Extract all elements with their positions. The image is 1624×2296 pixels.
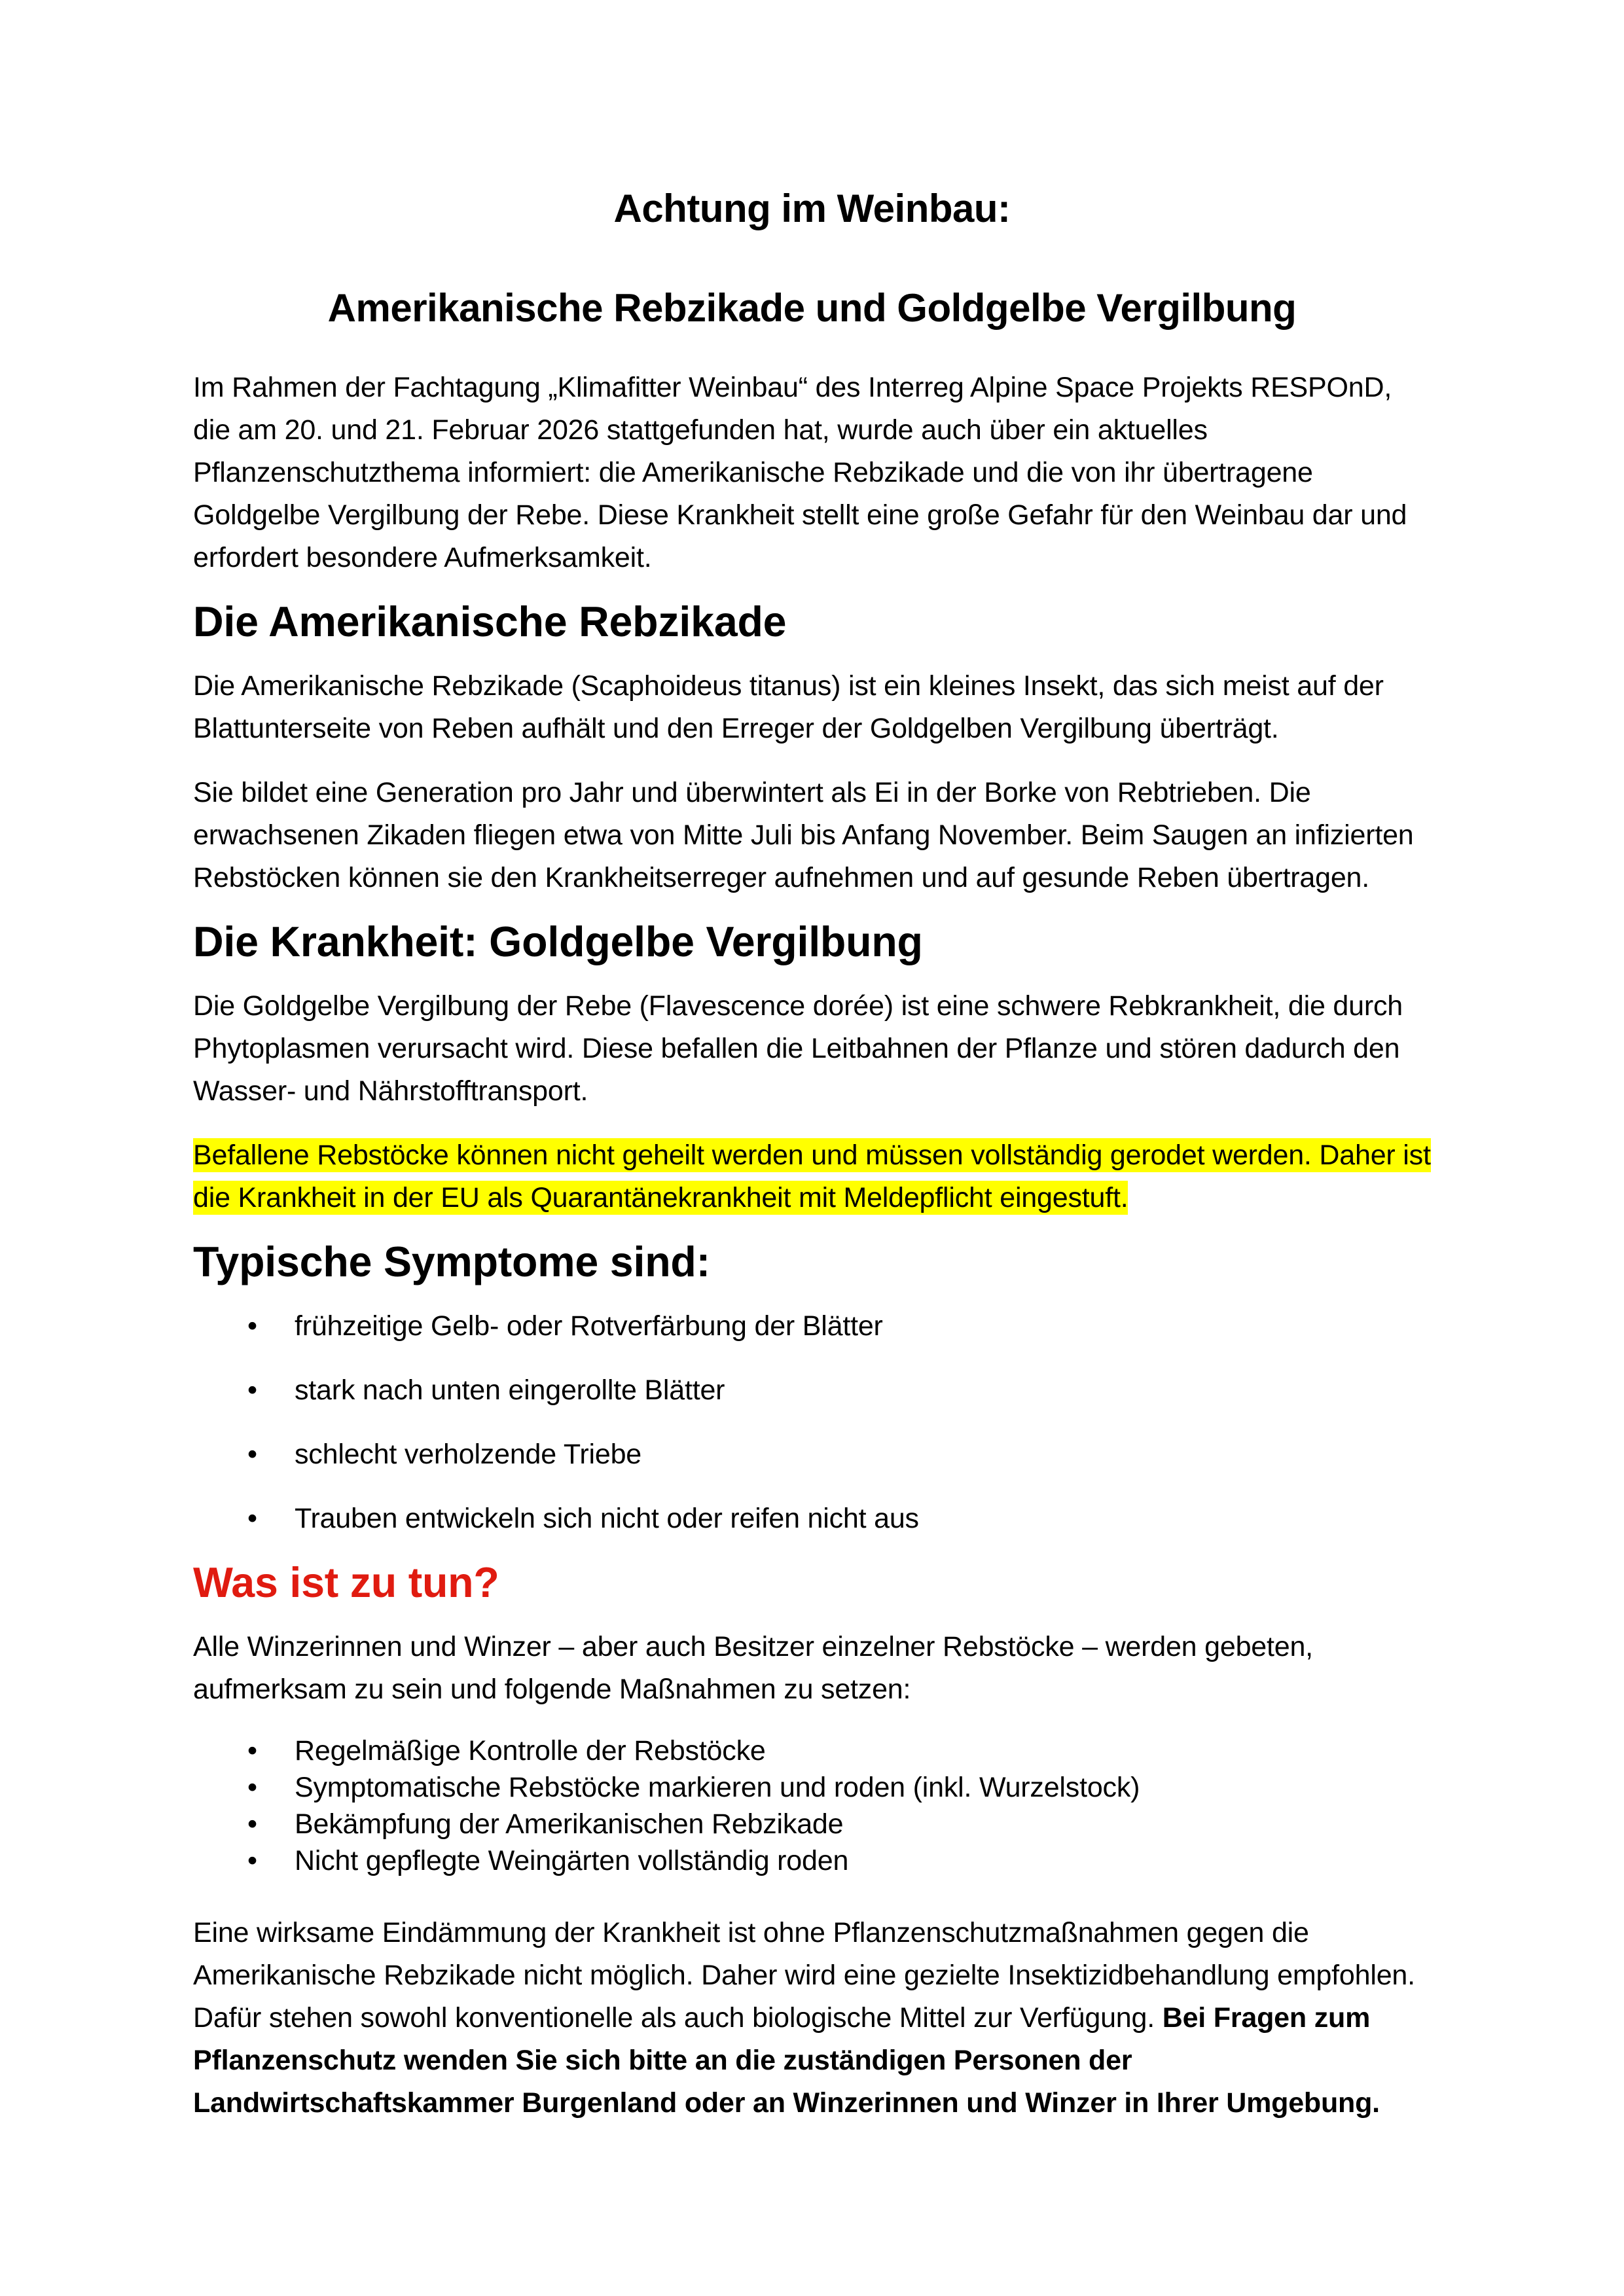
action-list-item xyxy=(193,1769,1431,1806)
bullet-marker: • xyxy=(247,1808,257,1840)
action-item-text: Bekämpfung der Amerikanischen Rebzikade xyxy=(295,1808,844,1840)
symptoms-list xyxy=(193,1305,1431,1540)
action-item-text: Symptomatische Rebstöcke markieren und roden (inkl. Wurzelstock) xyxy=(295,1772,1140,1803)
rebzikade-paragraph-2: Sie bildet eine Generation pro Jahr und überwintert als Ei in der Borke von Rebtrieben. Die erwachsenen Zikaden fliegen etwa von Mitte Juli bis Anfang November. Beim Saugen an infizierten Rebstöcken können sie den Krankheitserreger aufnehmen und auf gesunde Reben übertragen. xyxy=(193,777,1414,893)
action-item-text: Nicht gepflegte Weingärten vollständig roden xyxy=(295,1845,849,1876)
bullet-marker: • xyxy=(247,1735,257,1767)
section-heading-symptoms: Typische Symptome sind: xyxy=(193,1238,710,1285)
symptom-item-text: frühzeitige Gelb- oder Rotverfärbung der Blätter xyxy=(295,1310,883,1342)
actions-list xyxy=(193,1732,1431,1879)
bullet-marker: • xyxy=(247,1310,257,1342)
intro-paragraph: Im Rahmen der Fachtagung „Klimafitter Weinbau“ des Interreg Alpine Space Projekts RESPOnD, die am 20. und 21. Februar 2026 stattgefunden hat, wurde auch über ein aktuelles Pflanzenschutzthema informiert: die Amerikanische Rebzikade und die von ihr übertragene Goldgelbe Vergilbung der Rebe. Diese Krankheit stellt eine große Gefahr für den Weinbau dar und erfordert besondere Aufmerksamkeit. xyxy=(193,372,1407,573)
closing-text-normal: Eine wirksame Eindämmung der Krankheit ist ohne Pflanzenschutzmaßnahmen gegen die Amerikanische Rebzikade nicht möglich. Daher wird eine gezielte Insektizidbehandlung empfohlen. Dafür stehen sowohl konventionelle als auch biologische Mittel zur Verfügung. xyxy=(193,1917,1415,2034)
action-list-item xyxy=(193,1842,1431,1879)
section-heading-actions: Was ist zu tun? xyxy=(193,1559,499,1606)
symptom-list-item xyxy=(193,1369,1431,1412)
action-item-text: Regelmäßige Kontrolle der Rebstöcke xyxy=(295,1735,766,1767)
action-list-item xyxy=(193,1732,1431,1769)
bullet-marker: • xyxy=(247,1772,257,1803)
symptom-item-text: schlecht verholzende Triebe xyxy=(295,1439,642,1470)
closing-text-bold: Bei Fragen zum Pflanzenschutz wenden Sie sich bitte an die zuständigen Personen der Landwirtschaftskammer Burgenland oder an Winzerinnen und Winzer in Ihrer Umgebung. xyxy=(193,2002,1380,2119)
quarantine-warning-paragraph xyxy=(193,1134,1431,1219)
krankheit-paragraph: Die Goldgelbe Vergilbung der Rebe (Flavescence dorée) ist eine schwere Rebkrankheit, die durch Phytoplasmen verursacht wird. Diese befallen die Leitbahnen der Pflanze und stören dadurch den Wasser- und Nährstofftransport. xyxy=(193,990,1403,1107)
document-title-line2: Amerikanische Rebzikade und Goldgelbe Vergilbung xyxy=(327,286,1297,330)
section-heading-krankheit: Die Krankheit: Goldgelbe Vergilbung xyxy=(193,918,923,965)
bullet-marker: • xyxy=(247,1374,257,1406)
action-list-item xyxy=(193,1806,1431,1842)
symptom-item-text: stark nach unten eingerollte Blätter xyxy=(295,1374,725,1406)
section-heading-rebzikade: Die Amerikanische Rebzikade xyxy=(193,598,787,645)
symptom-list-item xyxy=(193,1433,1431,1476)
highlighted-warning-text: Befallene Rebstöcke können nicht geheilt werden und müssen vollständig gerodet werden. Daher ist die Krankheit in der EU als Quarantänekrankheit mit Meldepflicht eingestuft. xyxy=(193,1139,1431,1213)
bullet-marker: • xyxy=(247,1439,257,1470)
bullet-marker: • xyxy=(247,1845,257,1876)
document-title-line1: Achtung im Weinbau: xyxy=(613,187,1011,230)
rebzikade-paragraph-1: Die Amerikanische Rebzikade (Scaphoideus titanus) ist ein kleines Insekt, das sich meist auf der Blattunterseite von Reben aufhält und den Erreger der Goldgelben Vergilbung überträgt. xyxy=(193,670,1384,744)
symptom-list-item xyxy=(193,1498,1431,1540)
actions-intro-paragraph: Alle Winzerinnen und Winzer – aber auch Besitzer einzelner Rebstöcke – werden gebeten, aufmerksam zu sein und folgende Maßnahmen zu setzen: xyxy=(193,1631,1313,1705)
bullet-marker: • xyxy=(247,1503,257,1534)
symptom-item-text: Trauben entwickeln sich nicht oder reifen nicht aus xyxy=(295,1503,919,1534)
symptom-list-item xyxy=(193,1305,1431,1348)
closing-paragraph xyxy=(193,1912,1431,2125)
